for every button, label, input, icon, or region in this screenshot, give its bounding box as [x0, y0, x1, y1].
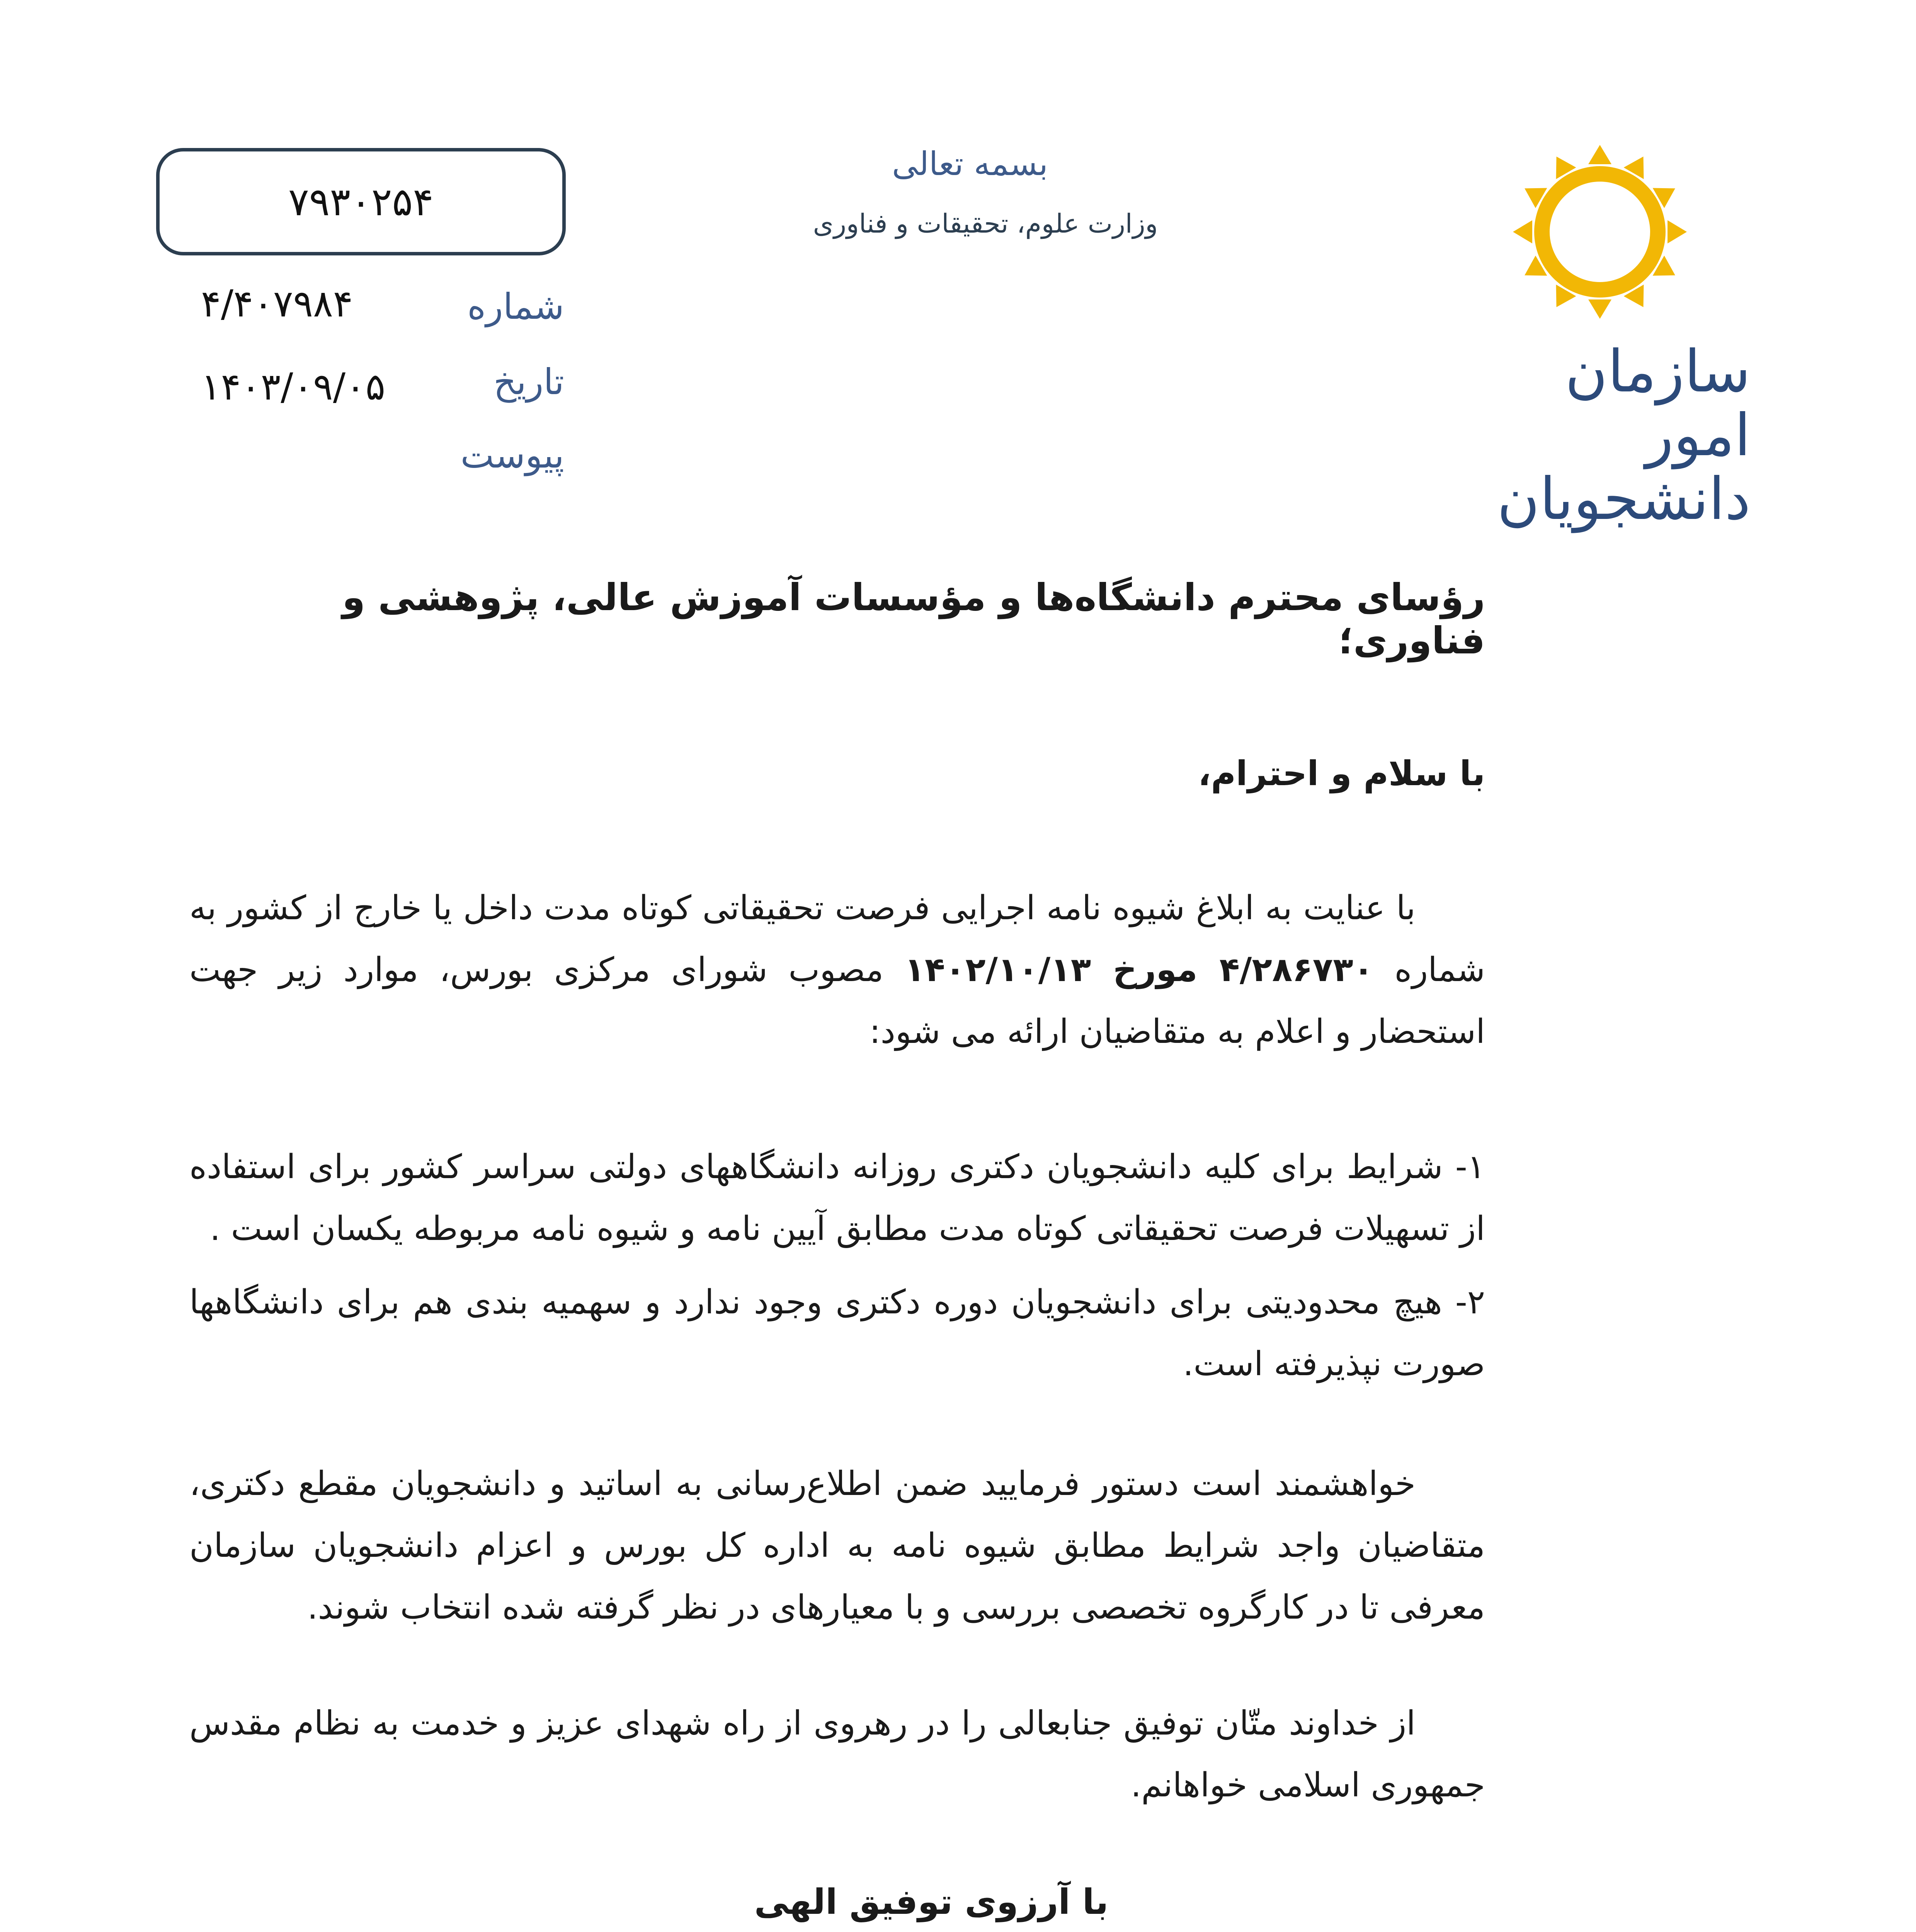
letter-date-value: ۱۴۰۳/۰۹/۰۵ — [201, 365, 386, 408]
letter-date-label: تاریخ — [493, 361, 564, 403]
recipient-heading: رؤسای محترم دانشگاه‌ها و مؤسسات آموزش عالی، پژوهشی و فناوری؛ — [342, 576, 1485, 662]
invocation: بسمه تعالی — [892, 145, 1048, 183]
request-paragraph: خواهشمند است دستور فرمایید ضمن اطلاع‌رسانی به اساتید و دانشجویان مقطع دکتری، متقاضیان واجد شرایط مطابق شیوه نامه به اداره کل بورس و اعزام دانشجویان سازمان معرفی تا در کارگروه تخصصی بررسی و با معیارهای در نظر گرفته شده انتخاب شوند. — [189, 1464, 1485, 1627]
ministry-name: وزارت علوم، تحقیقات و فناوری — [813, 209, 1158, 239]
list-item-1: ۱- شرایط برای کلیه دانشجویان دکتری روزانه دانشگاههای دولتی سراسر کشور برای استفاده از تسهیلات فرصت تحقیقاتی کوتاه مدت مطابق آیین نامه و شیوه نامه مربوطه یکسان است . — [189, 1148, 1485, 1248]
attachment-label: پیوست — [460, 435, 564, 476]
sun-logo-icon — [1499, 143, 1700, 321]
closing-paragraph: از خداوند متّان توفیق جنابعالی را در رهروی از راه شهدای عزیز و خدمت به نظام مقدس جمهوری اسلامی خواهانم. — [189, 1704, 1485, 1804]
greeting: با سلام و احترام، — [1198, 753, 1485, 793]
intro-text-a: با عنایت به ابلاغ شیوه نامه اجرایی فرصت تحقیقاتی کوتاه مدت داخل یا خارج از کشور به شماره — [189, 889, 1485, 989]
reference-code: ۷۹۳۰۲۵۴ — [288, 179, 434, 224]
signature-wish: با آرزوی توفیق الهی — [754, 1882, 1109, 1922]
circular-reference: ۴/۲۸۶۷۳۰ مورخ ۱۴۰۲/۱۰/۱۳ — [904, 951, 1374, 989]
organization-name-line2: دانشجویان — [1497, 466, 1751, 533]
organization-name-line1: سازمان امور — [1565, 338, 1751, 469]
letter-number-value: ۴/۴۰۷۹۸۴ — [201, 282, 353, 325]
organization-logo — [1499, 143, 1700, 321]
list-item-2: ۲- هیچ محدودیتی برای دانشجویان دوره دکتری وجود ندارد و سهمیه بندی هم برای دانشگاهها صورت نپذیرفته است. — [189, 1283, 1485, 1383]
intro-text-c: مصوب شورای مرکزی بورس، موارد زیر جهت استحضار و اعلام به متقاضیان ارائه می شود: — [189, 951, 1485, 1051]
organization-name — [1449, 340, 1751, 531]
letter-number-label: شماره — [467, 286, 564, 327]
reference-code-box — [156, 148, 566, 255]
intro-paragraph — [189, 877, 1485, 1063]
